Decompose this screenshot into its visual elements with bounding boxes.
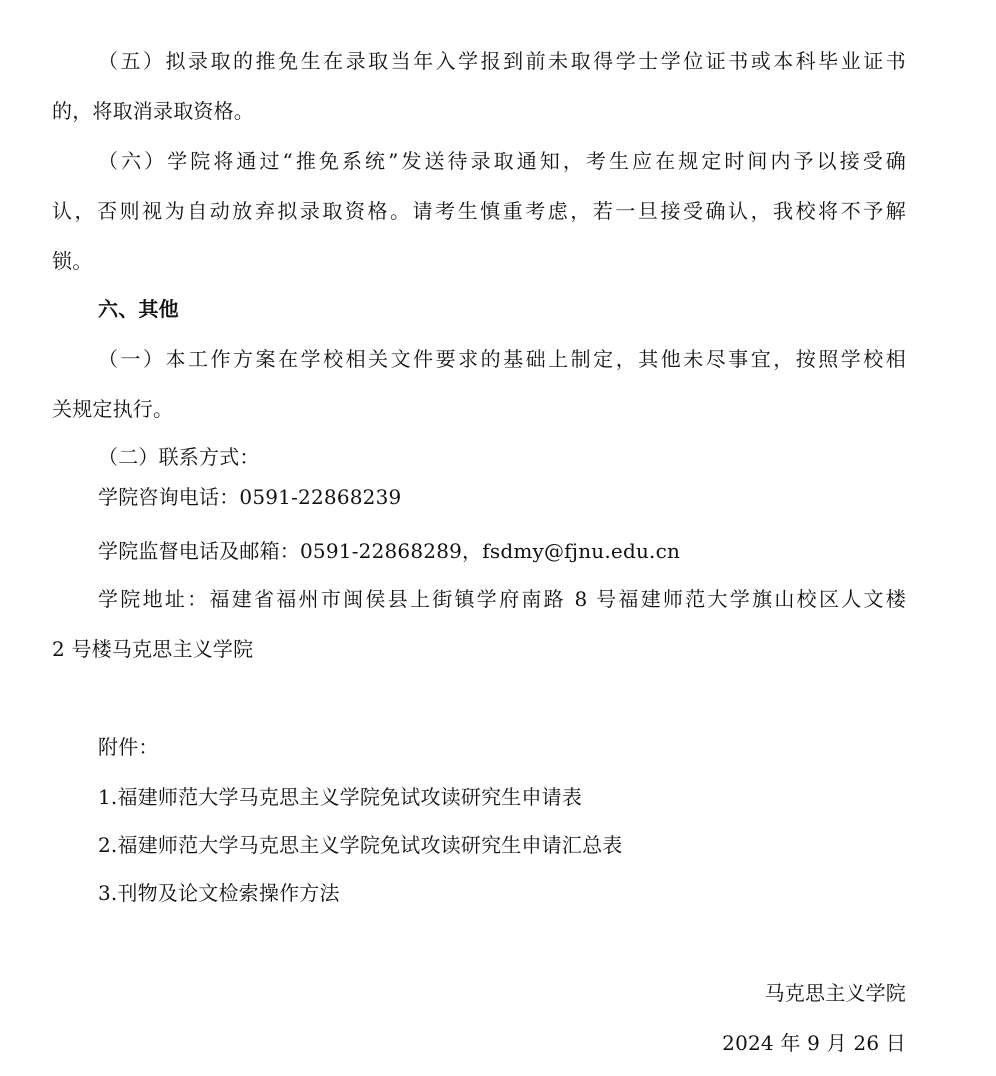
address-line1: 学院地址：福建省福州市闽侯县上街镇学府南路 8 号福建师范大学旗山校区人文楼 — [98, 587, 906, 611]
paragraph-item6-line2: 认，否则视为自动放弃拟录取资格。请考生慎重考虑，若一旦接受确认，我校将不予解 — [52, 199, 906, 223]
address-line2: 2 号楼马克思主义学院 — [52, 637, 254, 661]
paragraph-item6-line3: 锁。 — [52, 249, 93, 273]
attachment-item: 3.刊物及论文检索操作方法 — [98, 881, 340, 905]
attachment-item: 1.福建师范大学马克思主义学院免试攻读研究生申请表 — [98, 785, 583, 809]
paragraph-item5-line2: 的，将取消录取资格。 — [52, 99, 254, 123]
consult-phone: 学院咨询电话：0591-22868239 — [98, 485, 402, 509]
signature-date: 2024 年 9 月 26 日 — [722, 1031, 906, 1055]
contact-heading: （二）联系方式： — [98, 445, 260, 469]
attachment-item: 2.福建师范大学马克思主义学院免试攻读研究生申请汇总表 — [98, 833, 623, 857]
paragraph-item6-line1: （六）学院将通过“推免系统”发送待录取通知，考生应在规定时间内予以接受确 — [98, 149, 906, 173]
attachments-label: 附件： — [98, 735, 159, 759]
paragraph-item5-line1: （五）拟录取的推免生在录取当年入学报到前未取得学士学位证书或本科毕业证书 — [98, 49, 906, 73]
paragraph-other-item1-line1: （一）本工作方案在学校相关文件要求的基础上制定，其他未尽事宜，按照学校相 — [98, 347, 906, 371]
signature-org: 马克思主义学院 — [764, 981, 906, 1005]
supervise-contact: 学院监督电话及邮箱：0591-22868289，fsdmy@fjnu.edu.cn — [98, 539, 681, 563]
section-heading-other: 六、其他 — [98, 297, 179, 321]
paragraph-other-item1-line2: 关规定执行。 — [52, 397, 174, 421]
